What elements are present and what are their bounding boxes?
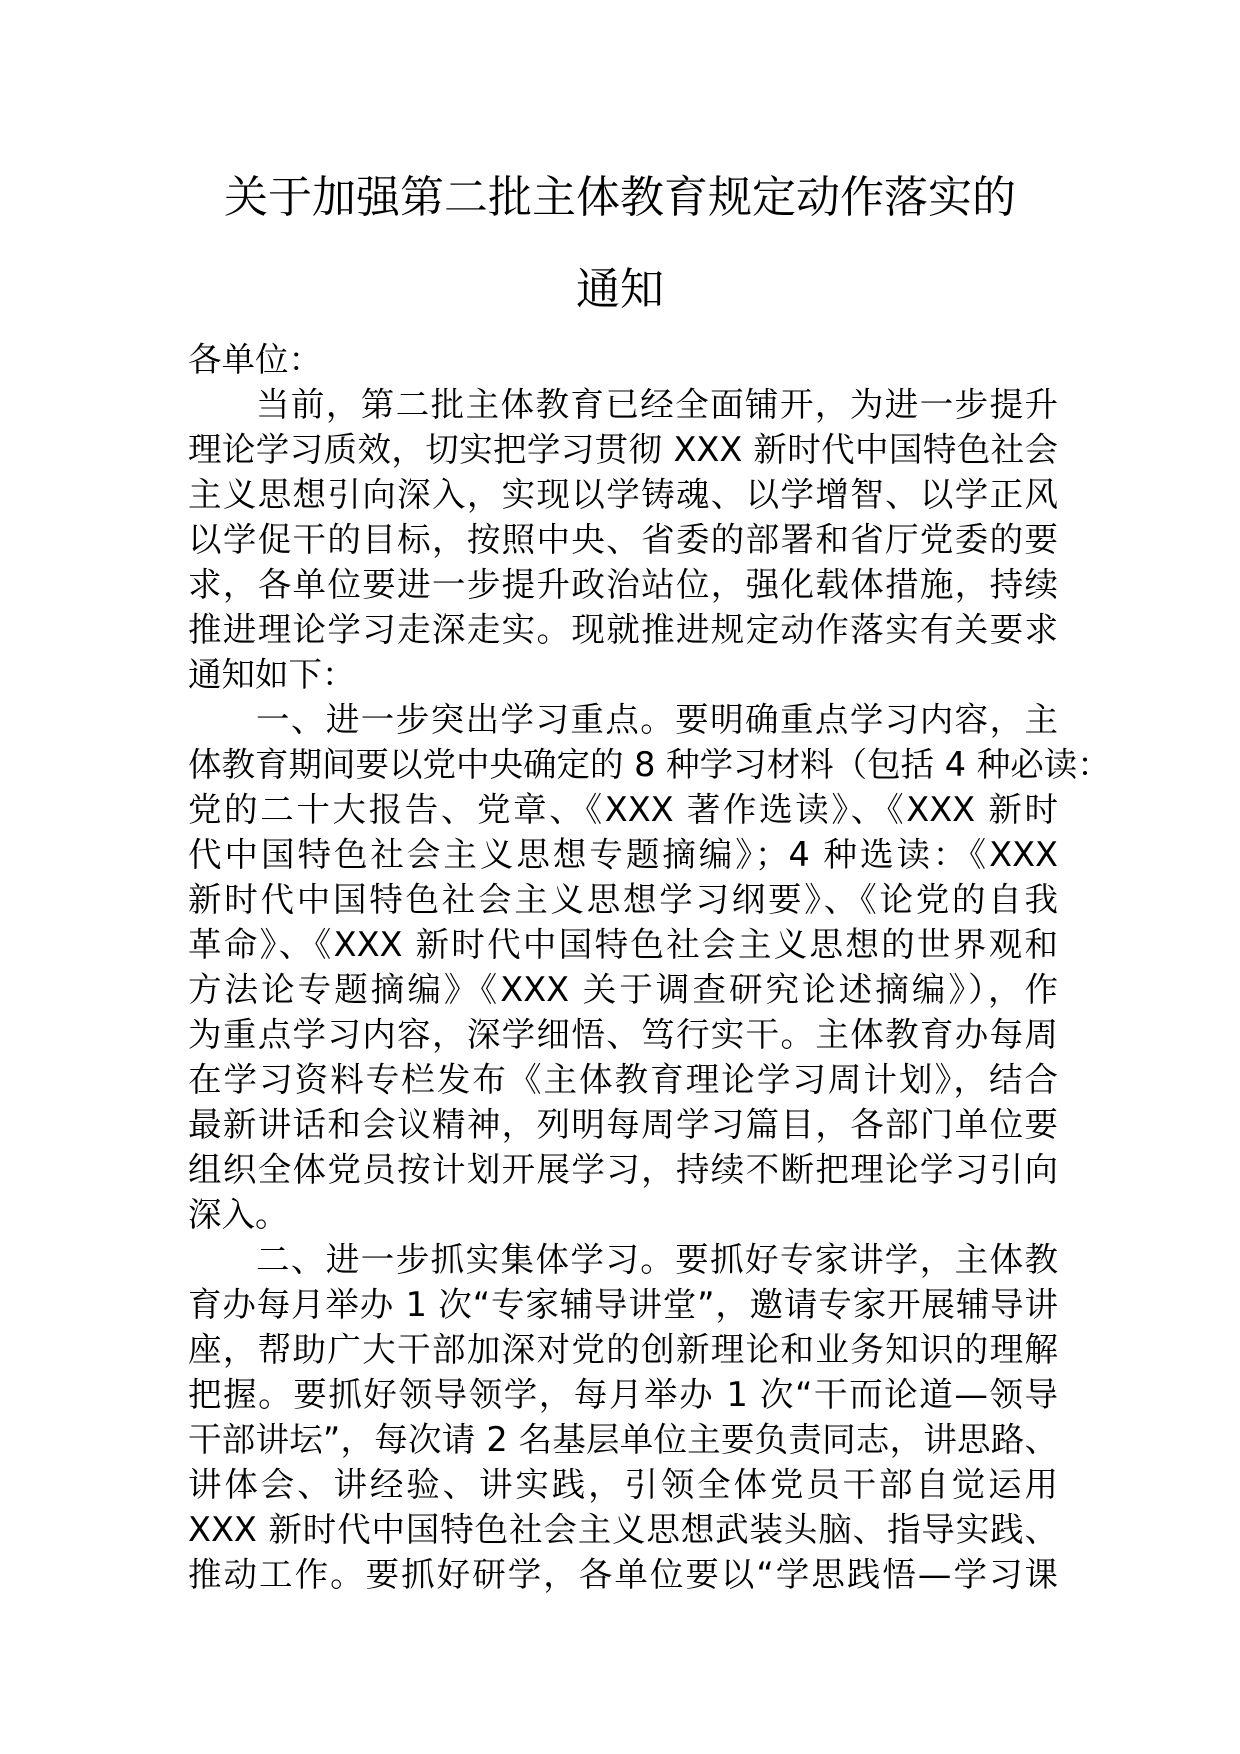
body-line: 新时代中国特色社会主义思想学习纲要》、《论党的自我	[188, 880, 1058, 919]
document-title-line-2: 通知	[576, 264, 664, 315]
body-line: 体教育期间要以党中央确定的 8 种学习材料（包括 4 种必读：	[188, 745, 1111, 784]
section-heading-line: 二、进一步抓实集体学习。要抓好专家讲学，主体教	[256, 1240, 1058, 1279]
body-line: 座，帮助广大干部加深对党的创新理论和业务知识的理解	[188, 1330, 1058, 1369]
body-line: 党的二十大报告、党章、《XXX 著作选读》、《XXX 新时	[188, 790, 1058, 829]
body-line: 革命》、《XXX 新时代中国特色社会主义思想的世界观和	[188, 925, 1058, 964]
body-line: 讲体会、讲经验、讲实践，引领全体党员干部自觉运用	[188, 1465, 1058, 1504]
body-line: 育办每月举办 1 次“专家辅导讲堂”，邀请专家开展辅导讲	[188, 1285, 1058, 1324]
section-heading-line: 一、进一步突出学习重点。要明确重点学习内容，主	[256, 700, 1058, 739]
salutation: 各单位：	[188, 340, 322, 379]
body-line: 干部讲坛”，每次请 2 名基层单位主要负责同志，讲思路、	[188, 1420, 1058, 1459]
body-line: 深入。	[188, 1195, 289, 1234]
body-line: 推进理论学习走深走实。现就推进规定动作落实有关要求	[188, 610, 1058, 649]
body-line: 把握。要抓好领导领学，每月举办 1 次“干而论道—领导	[188, 1375, 1058, 1414]
body-line: 方法论专题摘编》《XXX 关于调查研究论述摘编》），作	[188, 970, 1058, 1009]
body-line: 以学促干的目标，按照中央、省委的部署和省厅党委的要	[188, 520, 1058, 559]
body-line: 求，各单位要进一步提升政治站位，强化载体措施，持续	[188, 565, 1058, 604]
body-line: 最新讲话和会议精神，列明每周学习篇目，各部门单位要	[188, 1105, 1058, 1144]
body-line: 当前，第二批主体教育已经全面铺开，为进一步提升	[256, 385, 1058, 424]
document-title-line-1: 关于加强第二批主体教育规定动作落实的	[224, 172, 1016, 223]
body-line: 代中国特色社会主义思想专题摘编》；4 种选读：《XXX	[188, 835, 1058, 874]
body-line: XXX 新时代中国特色社会主义思想武装头脑、指导实践、	[188, 1510, 1058, 1549]
body-line: 组织全体党员按计划开展学习，持续不断把理论学习引向	[188, 1150, 1058, 1189]
body-line: 推动工作。要抓好研学，各单位要以“学思践悟—学习课	[188, 1555, 1058, 1594]
body-line: 在学习资料专栏发布《主体教育理论学习周计划》，结合	[188, 1060, 1058, 1099]
body-line: 理论学习质效，切实把学习贯彻 XXX 新时代中国特色社会	[188, 430, 1058, 469]
body-line: 为重点学习内容，深学细悟、笃行实干。主体教育办每周	[188, 1015, 1058, 1054]
body-line: 通知如下：	[188, 655, 356, 694]
body-line: 主义思想引向深入，实现以学铸魂、以学增智、以学正风	[188, 475, 1058, 514]
